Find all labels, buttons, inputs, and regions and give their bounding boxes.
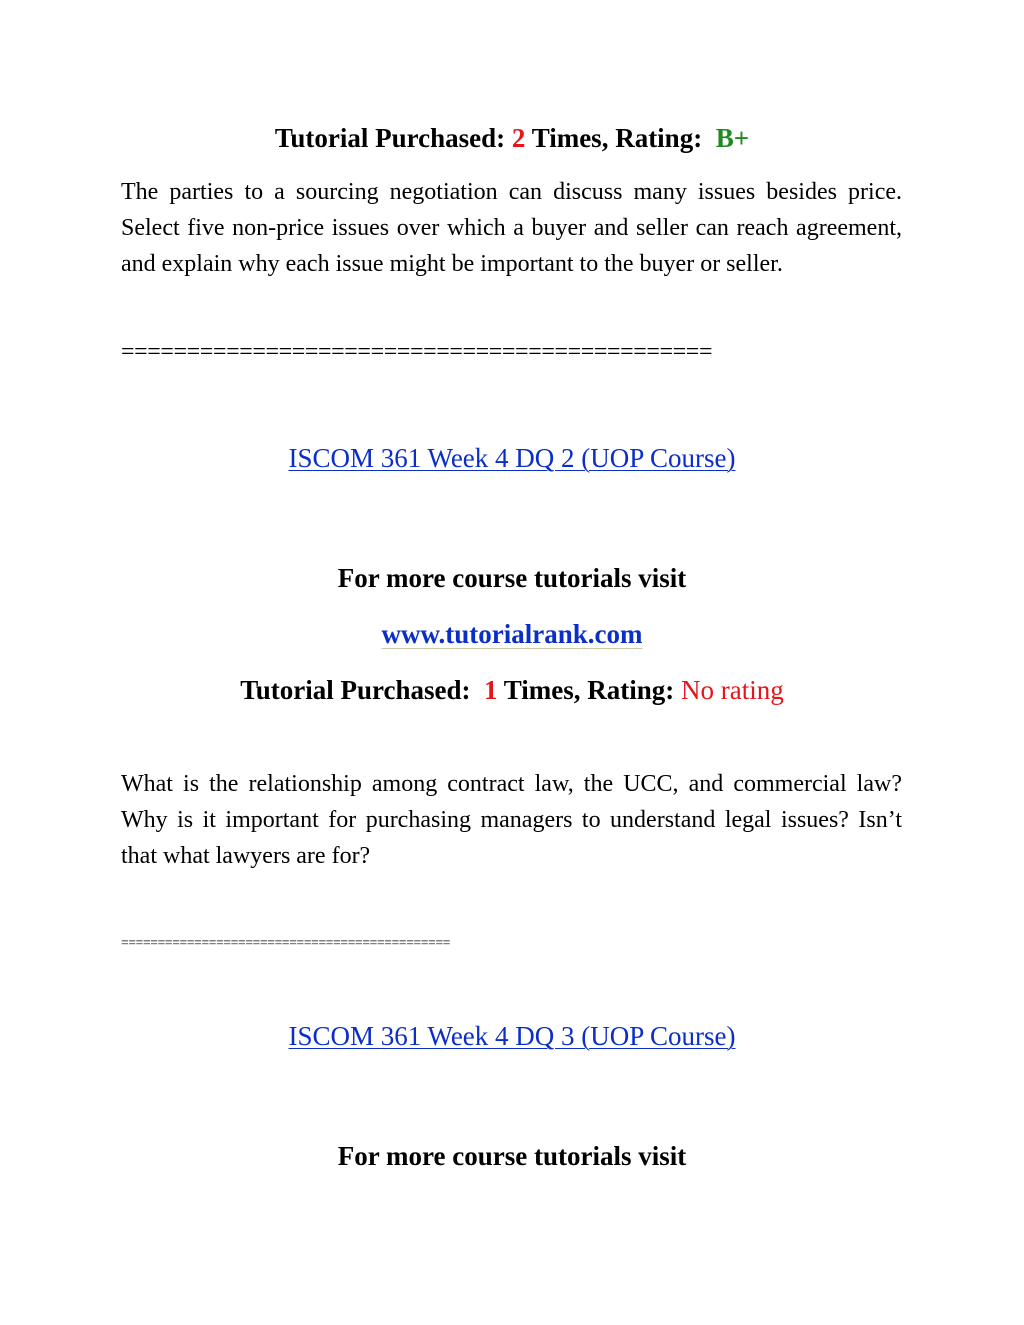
purchase-count: 1 <box>484 675 498 705</box>
times-rating-label: Times, Rating: <box>531 123 703 153</box>
rating-value: B+ <box>715 123 750 153</box>
times-rating-label: Times, Rating: <box>503 675 675 705</box>
purchased-label: Tutorial Purchased: <box>240 675 471 705</box>
site-link-row <box>0 617 1024 651</box>
separator-line: ============================================= <box>121 935 451 950</box>
course-3-link-row <box>0 1019 1024 1053</box>
course-2-link-row <box>0 441 1024 475</box>
tutorial-1-purchase-heading <box>0 121 1024 155</box>
separator-line: ============================================= <box>121 339 713 365</box>
course-link-dq3[interactable]: ISCOM 361 Week 4 DQ 3 (UOP Course) <box>288 1021 736 1051</box>
purchased-label: Tutorial Purchased: <box>274 123 506 153</box>
tutorial-1-description: The parties to a sourcing negotiation can discuss many issues besides price. Select five non-price issues over which a buyer and seller can reach agreement, and explain why each issue might be important to the buyer or seller. <box>121 179 902 277</box>
course-link-dq2[interactable]: ISCOM 361 Week 4 DQ 2 (UOP Course) <box>288 443 736 473</box>
visit-heading: For more course tutorials visit <box>337 1141 687 1171</box>
visit-heading: For more course tutorials visit <box>337 563 687 593</box>
tutorial-2-purchase-heading <box>0 673 1024 707</box>
purchase-count: 2 <box>511 123 526 153</box>
site-link[interactable]: www.tutorialrank.com <box>381 619 643 649</box>
rating-value: No rating <box>681 675 784 705</box>
tutorial-2-description: What is the relationship among contract law, the UCC, and commercial law? Why is it important for purchasing managers to understand legal issues? Isn’t that what lawyers are for? <box>121 771 902 869</box>
